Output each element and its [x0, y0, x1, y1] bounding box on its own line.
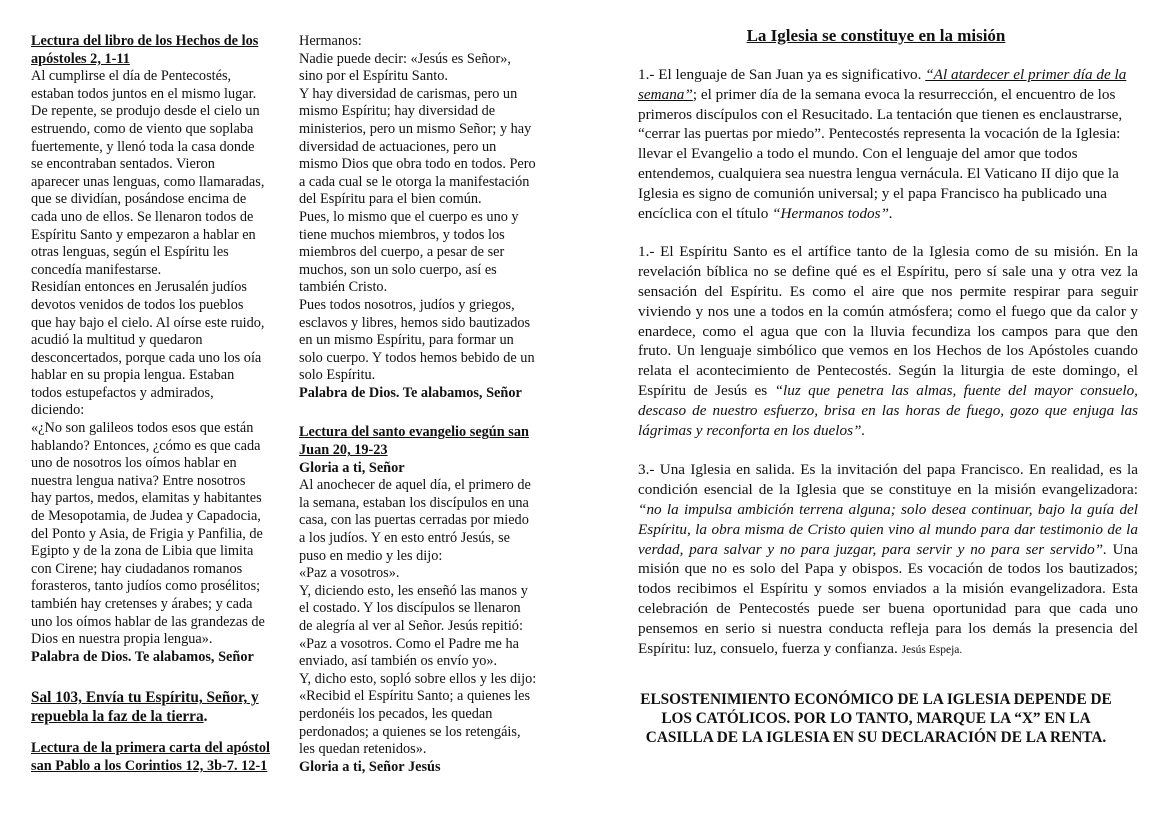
reading-line: del Ponto y Asia, de Frigia y Panfilia, de — [31, 525, 263, 542]
reading-line: Y hay diversidad de carismas, pero un — [299, 85, 518, 102]
gospel-line: «Paz a vosotros». — [299, 565, 400, 582]
reading-line: forasteros, tanto judíos como prosélitos; — [31, 578, 261, 595]
column-second-reading-gospel — [299, 33, 555, 776]
reading-line: también hay cretenses y árabes; y cada — [31, 596, 253, 612]
gospel-text — [299, 477, 555, 759]
reading-line: esclavos y libres, hemos sido bautizados — [299, 314, 531, 331]
gospel-line: les quedan retenidos». — [299, 741, 427, 758]
reading-line: diciendo: — [31, 402, 85, 419]
gospel-line: Al anochecer de aquel día, el primero de — [299, 477, 531, 494]
tax-notice — [614, 691, 1138, 747]
reading-line: se encontraban sentados. Vieron — [31, 156, 215, 173]
reading-line: tiene muchos miembros, y todos los — [299, 226, 505, 243]
section-3-body: Una misión que no es solo del Papa y obispos. Es vocación de todos los bautizados; todos recibimos el Espíritu y somos enviados a la misión evangelizadora. Esta celebración de Pentecostés puede ser buena oportunidad para que cada uno pensemos en serio si nuestra conducta refleja para los demás la presencia del Espíritu: luz, consuelo, fuerza y confianza. — [638, 540, 1138, 657]
gospel-response: Gloria a ti, Señor — [299, 459, 405, 476]
reading-line: Residían entonces en Jerusalén judíos — [31, 279, 247, 296]
reading-line: Egipto y de la zona de Libia que limita — [31, 543, 254, 560]
first-reading-text — [31, 68, 283, 649]
reading-line: solo Espíritu. — [299, 367, 376, 384]
reading-line: Dios en nuestra propia lengua». — [31, 631, 213, 648]
reading-line: hay partos, medos, elamitas y habitantes — [31, 490, 262, 507]
gospel-line: Y, dicho esto, sopló sobre ellos y les dijo: — [299, 670, 537, 687]
reading-line: hablar en su propia lengua. Estaban — [31, 367, 235, 384]
gospel-line: Y, diciendo esto, les enseñó las manos y — [299, 582, 528, 599]
reading-line: desconcertados, porque cada uno los oía — [31, 349, 262, 366]
reading-line: mismo Dios que obra todo en todos. Pero — [299, 156, 536, 173]
gospel-line: perdonéis los pecados, les quedan — [299, 705, 493, 722]
reading-line: muchos, son un solo cuerpo, así es — [299, 261, 497, 278]
reading-line: uno los oímos hablar de las grandezas de — [31, 613, 265, 630]
first-reading-closing: Palabra de Dios. Te alabamos, Señor — [31, 648, 254, 665]
gospel-line: de alegría al ver al Señor. Jesús repitió: — [299, 618, 523, 634]
reading-line: estruendo, como de viento que soplaba — [31, 120, 254, 137]
notice-line: CASILLA DE LA IGLESIA EN SU DECLARACIÓN DE LA RENTA. — [645, 728, 1107, 746]
reading-line: Al cumplirse el día de Pentecostés, — [31, 68, 232, 85]
column-first-reading — [31, 33, 283, 776]
section-2-body: 1.- El Espíritu Santo es el artífice tanto de la Iglesia como de su misión. En la revelación bíblica no se define qué es el Espíritu, pero sí sale una y otra vez la sensación del Espíritu. Es como el aire que nos permite respirar para seguir viviendo y nos une a todos en la común atmósfera; como el fuego que da calor y enardece, como el agua que con la lluvia fecundiza los campos para que den fruto. Un lenguaje simbólico que vemos en los Hechos de los Apóstoles cuando relata el acontecimiento de Pentecostés. Según la liturgia de este domingo, el Espíritu de Jesús es — [638, 243, 1138, 399]
section-3-intro: 3.- Una Iglesia en salida. Es la invitación del papa Francisco. En realidad, es la condición esencial de la Iglesia que se constituye en la misión evangelizadora: — [638, 461, 1138, 499]
gospel-line: la semana, estaban los discípulos en una — [299, 494, 529, 511]
gospel-line: a los judíos. Y en esto entró Jesús, se — [299, 530, 510, 547]
reading-line: nuestra lengua nativa? Entre nosotros — [31, 472, 246, 489]
reading-line: acudió la multitud y quedaron — [31, 332, 203, 349]
column-homily — [614, 26, 1138, 748]
second-reading-heading: Lectura de la primera carta del apóstol san Pablo a los Corintios 12, 3b-7. 12-1 — [31, 740, 271, 774]
reading-line: concedía manifestarse. — [31, 261, 162, 278]
gospel-line: casa, con las puertas cerradas por miedo — [299, 512, 529, 529]
reading-line: Nadie puede decir: «Jesús es Señor», — [299, 50, 512, 67]
reading-line: sino por el Espíritu Santo. — [299, 68, 448, 85]
section-2-quote: “luz que penetra las almas, fuente del mayor consuelo, descaso de nuestro esfuerzo, brisa en las horas de fuego, gozo que enjuga las lágrimas y reconforta en los duelos”. — [638, 381, 1138, 439]
reading-line: diversidad de actuaciones, pero un — [299, 138, 497, 155]
section-1-intro: 1.- El lenguaje de San Juan ya es significativo. — [638, 66, 926, 83]
homily-section-2 — [614, 242, 1138, 440]
gospel-heading: Lectura del santo evangelio según san Juan 20, 19-23 — [299, 424, 529, 459]
section-1-body: ; el primer día de la semana evoca la resurrección, el encuentro de los primeros discípulos con el Resucitado. La tentación que tienen es enclaustrarse, “cerrar las puertas por miedo”. Pentecostés representa la vocación de la Iglesia: llevar el Evangelio a todo el mundo. Con el lenguaje del amor que todos entendemos, cualquiera sea nuestra lengua vernácula. El Vaticano II dijo que la Iglesia es signo de comunión universal; y el papa Francisco ha publicado una encíclica con el título — [638, 85, 1123, 222]
reading-line: Pues todos nosotros, judíos y griegos, — [299, 296, 515, 313]
reading-line: otras lenguas, según el Espíritu les — [31, 244, 229, 261]
reading-line: con Cirene; hay ciudadanos romanos — [31, 560, 243, 577]
reading-line: devotos venidos de todos los pueblos — [31, 296, 244, 313]
section-3-quote: “no la impulsa ambición terrena alguna; solo desea continuar, bajo la guía del Espíritu, la obra misma de Cristo quien vino al mundo para dar testimonio de la verdad, para salvar y no para juzgar, para servir y no para ser servido”. — [638, 500, 1138, 558]
reading-line: aparecer unas lenguas, como llamaradas, — [31, 173, 265, 190]
first-reading-heading: Lectura del libro de los Hechos de los apóstoles 2, 1-11 — [31, 33, 259, 67]
reading-line: De repente, se produjo desde el cielo un — [31, 103, 260, 120]
section-1-quote: “Al atardecer el primer día de la semana” — [638, 66, 1127, 103]
reading-line: Hermanos: — [299, 33, 362, 49]
homily-title: La Iglesia se constituye en la misión — [746, 26, 1006, 45]
gospel-line: perdonados; a quienes se los retengáis, — [299, 723, 521, 740]
gospel-line: puso en medio y les dijo: — [299, 547, 443, 564]
author-signature: Jesús Espeja. — [901, 643, 963, 656]
reading-line: cada uno de ellos. Se llenaron todos de — [31, 208, 254, 225]
second-reading-text — [299, 33, 555, 385]
reading-line: todos estupefactos y admirados, — [31, 384, 214, 401]
psalm-period: . — [203, 708, 208, 726]
reading-line: solo cuerpo. Y todos hemos bebido de un — [299, 349, 535, 366]
reading-line: a cada cual se le otorga la manifestación — [299, 173, 530, 190]
notice-line: ELSOSTENIMIENTO ECONÓMICO DE LA IGLESIA DEPENDE DE — [640, 691, 1112, 709]
reading-line: en un mismo Espíritu, para formar un — [299, 332, 514, 349]
homily-section-3 — [614, 460, 1138, 660]
gospel-line: «Paz a vosotros. Como el Padre me ha — [299, 635, 519, 652]
encyclical-title: “Hermanos todos”. — [772, 204, 893, 222]
reading-line: también Cristo. — [299, 279, 388, 296]
reading-line: hablando? Entonces, ¿cómo es que cada — [31, 437, 261, 454]
reading-line: Espíritu Santo y empezaron a hablar en — [31, 226, 256, 243]
reading-line: de Mesopotamia, de Judea y Capadocia, — [31, 508, 261, 525]
reading-line: Pues, lo mismo que el cuerpo es uno y — [299, 208, 519, 225]
reading-line: del Espíritu para el bien común. — [299, 191, 482, 208]
reading-line: mismo Espíritu; hay diversidad de — [299, 103, 496, 120]
psalm-response — [31, 688, 283, 726]
reading-line: que hay bajo el cielo. Al oírse este ruido, — [31, 314, 265, 331]
reading-line: miembros del cuerpo, a pesar de ser — [299, 244, 505, 261]
reading-line: estaban todos juntos en el mismo lugar. — [31, 85, 257, 102]
homily-section-1 — [614, 65, 1138, 223]
reading-line: ministerios, pero un mismo Señor; y hay — [299, 120, 532, 137]
reading-line: «¿No son galileos todos esos que están — [31, 420, 254, 437]
second-reading-closing: Palabra de Dios. Te alabamos, Señor — [299, 384, 522, 401]
reading-line: fuertemente, y llenó toda la casa donde — [31, 138, 255, 155]
gospel-line: «Recibid el Espíritu Santo; a quienes les — [299, 688, 531, 705]
reading-line: que se dividían, posándose encima de — [31, 191, 247, 208]
reading-line: uno de nosotros los oímos hablar en — [31, 455, 237, 472]
gospel-closing: Gloria a ti, Señor Jesús — [299, 758, 441, 775]
psalm-heading: Sal 103, Envía tu Espíritu, Señor, y repuebla la faz de la tierra — [31, 689, 259, 726]
gospel-line: el costado. Y los discípulos se llenaron — [299, 600, 521, 617]
gospel-line: enviado, así también os envío yo». — [299, 653, 498, 670]
notice-line: LOS CATÓLICOS. POR LO TANTO, MARQUE LA “X” EN LA — [661, 710, 1091, 728]
